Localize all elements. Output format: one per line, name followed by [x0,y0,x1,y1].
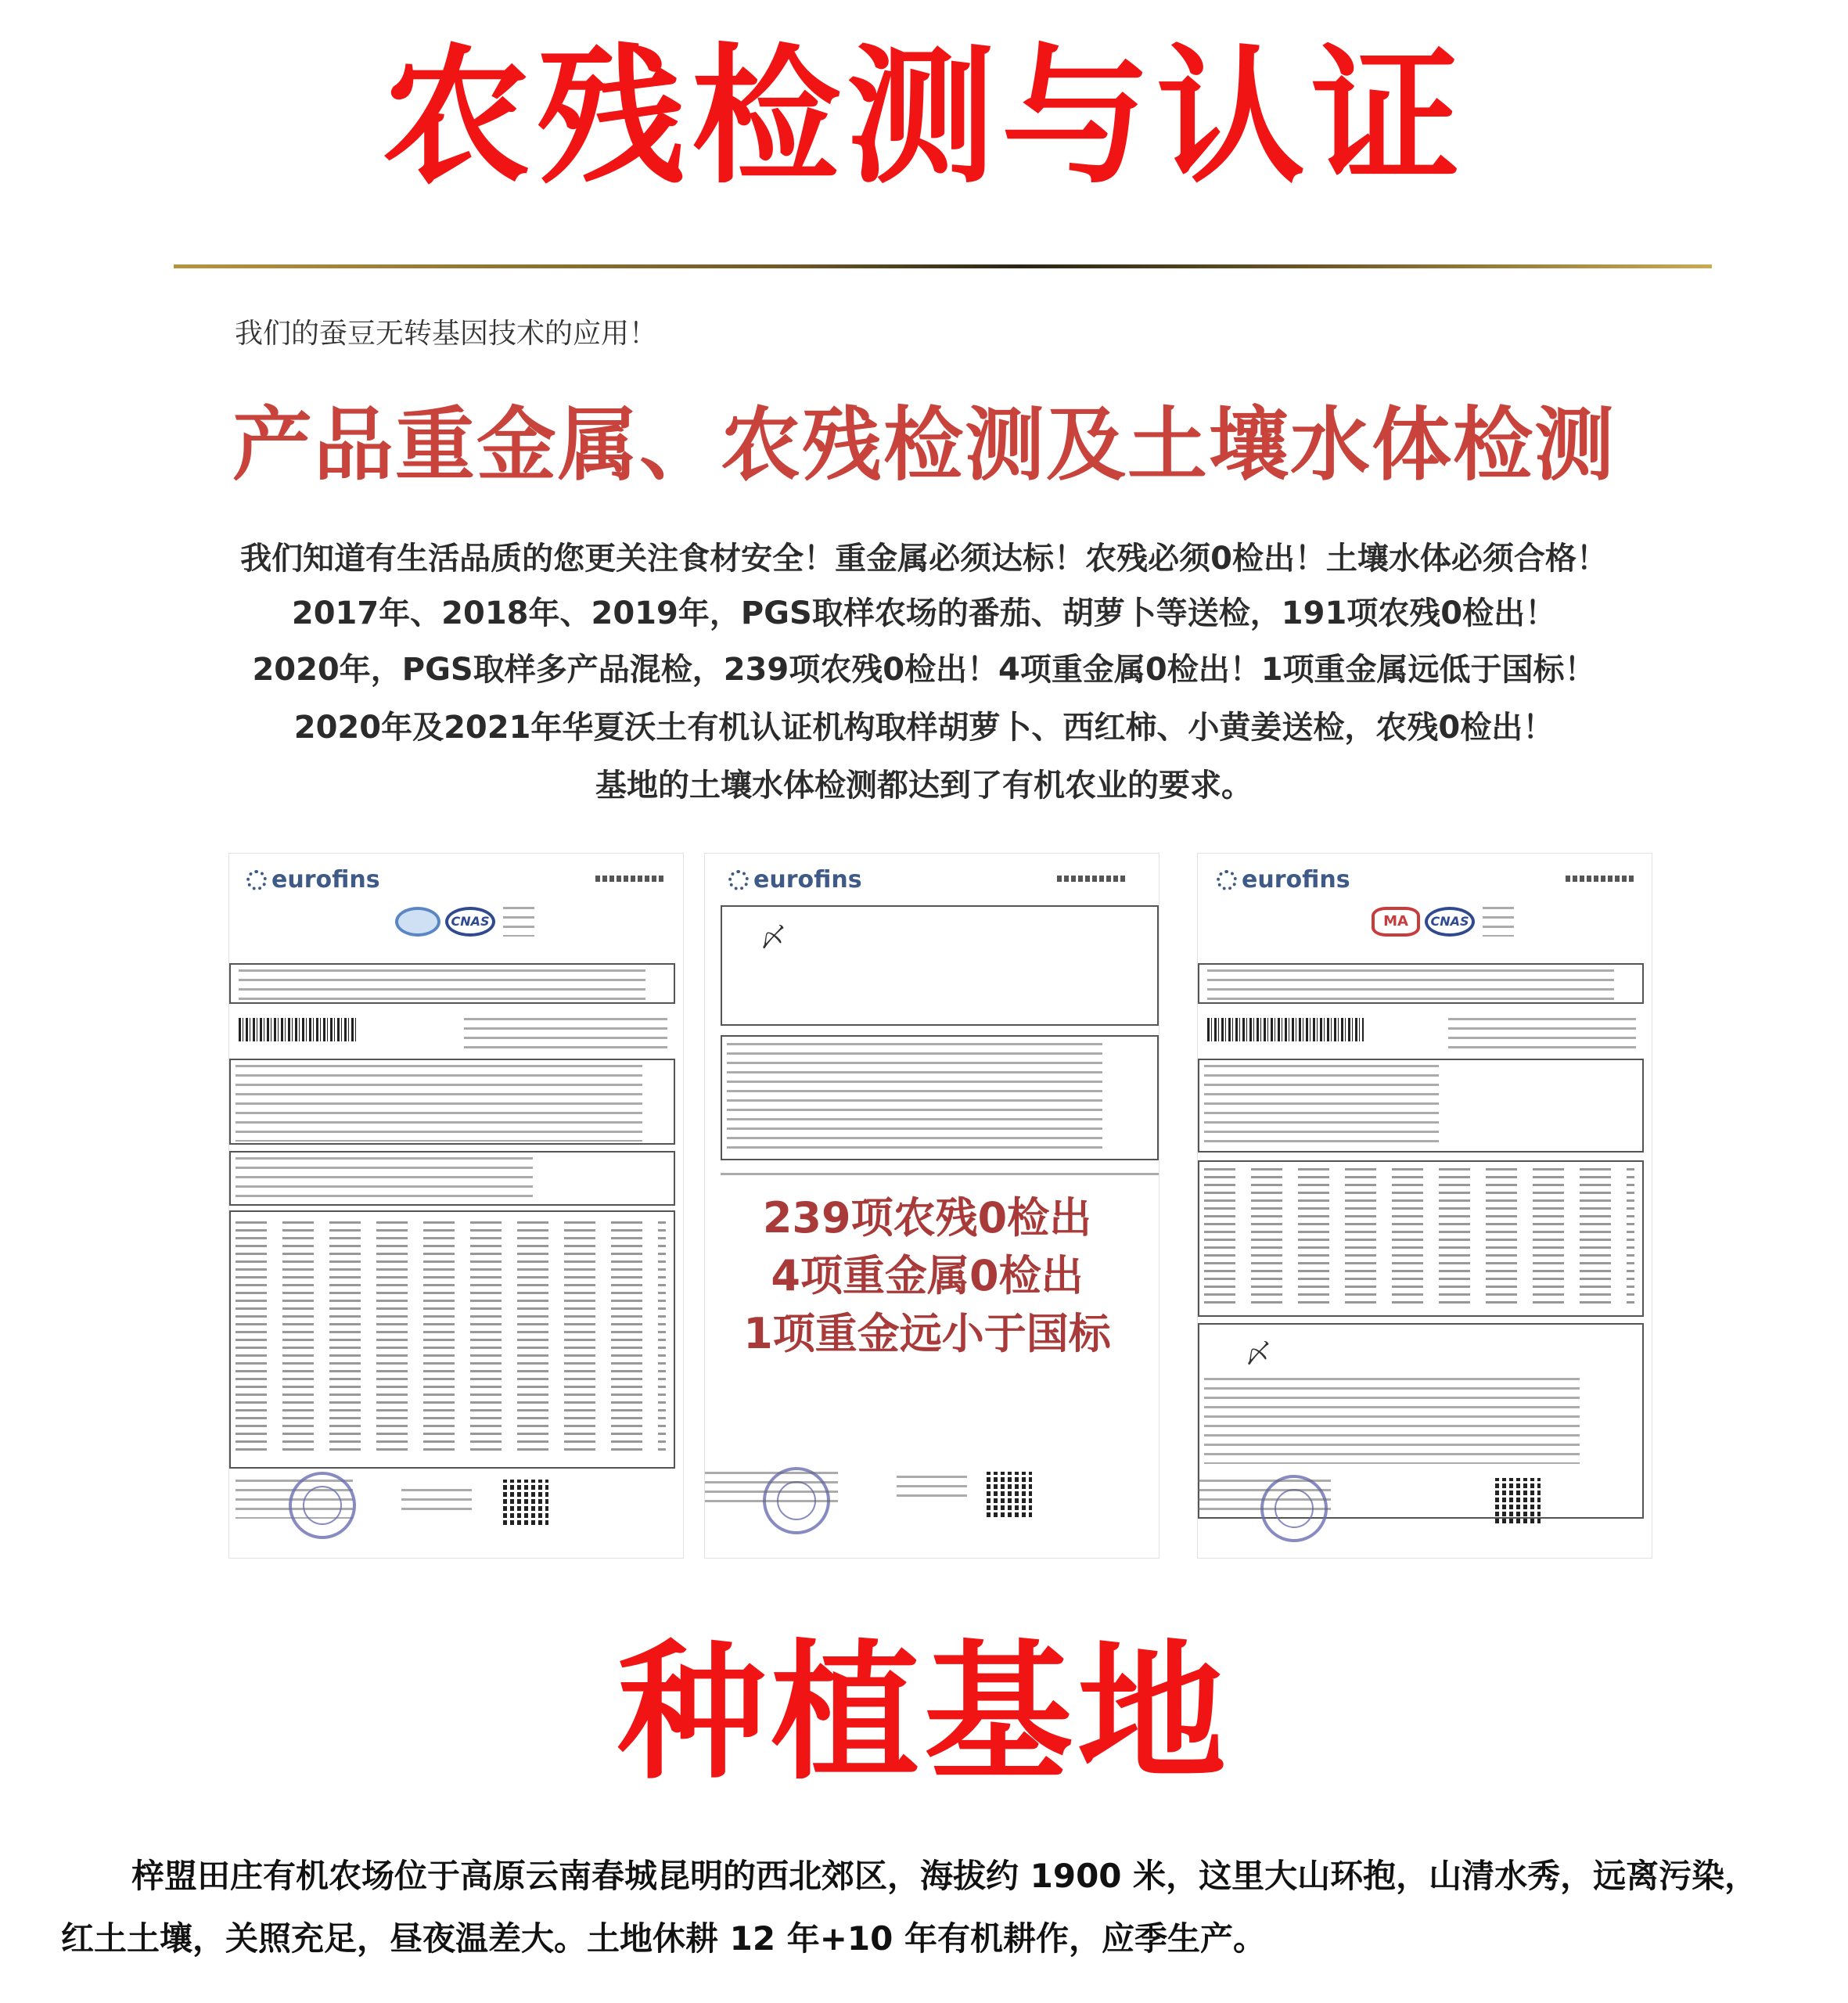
eurofins-mark-icon [728,870,749,890]
fineprint [235,1065,642,1142]
signature: 〆 [760,922,786,954]
eurofins-logo: eurofins [246,866,380,894]
fineprint [1448,1018,1636,1049]
fineprint [464,1018,667,1049]
paragraph-line: 2020年，PGS取样多产品混检，239项农残0检出！4项重金属0检出！1项重金属远低于国标！ [252,652,1596,688]
panel-title: 产品重金属、农残检测及土壤水体检测 [232,399,1616,492]
header-fineprint [1057,876,1127,882]
fineprint [401,1489,472,1512]
qr-code-icon [1495,1478,1541,1523]
intro-text: 我们的蚕豆无转基因技术的应用！ [235,318,658,350]
body-paragraph-line: 梓盟田庄有机农场位于高原云南春城昆明的西北郊区，海拔约 1900 米，这里大山环抱，山清水秀，远离污染， [131,1857,1758,1895]
fineprint [1204,1378,1580,1464]
results-columns [1204,1168,1634,1309]
body-paragraph-line: 红土土壤，关照充足，昼夜温差大。土地休耕 12 年+10 年有机耕作，应季生产。 [61,1919,1266,1958]
paragraph-line: 2020年及2021年华夏沃土有机认证机构取样胡萝卜、西红柿、小黄姜送检，农残0检出！ [293,710,1555,746]
fineprint [1207,969,1614,1001]
test-report-right [1197,853,1652,1559]
result-summary [704,1189,1150,1363]
seal-stamp-icon [289,1472,356,1539]
section-title: 种植基地 [617,1627,1231,1800]
fineprint [239,969,645,1001]
result-line: 239项农残0检出 [762,1193,1092,1242]
eurofins-mark-icon [1217,870,1237,890]
fineprint [503,907,534,937]
divider [174,264,1712,268]
fineprint [1483,907,1514,937]
divider [721,1173,1159,1176]
fineprint [1204,1065,1439,1148]
signature: 〆 [1245,1339,1271,1370]
paragraph-line: 我们知道有生活品质的您更关注食材安全！重金属必须达标！农残必须0检出！土壤水体必须合格！ [240,541,1608,577]
cnas-badge-icon: CNAS [1425,907,1475,937]
cnas-badge-icon: CNAS [445,907,495,937]
fineprint [897,1476,967,1499]
fineprint [705,1472,838,1503]
barcode [239,1018,356,1041]
qr-code-icon [987,1472,1032,1517]
test-report-left [228,853,684,1559]
paragraph-line: 2017年、2018年、2019年，PGS取样农场的番茄、胡萝卜等送检，191项农残0检出！ [291,595,1557,631]
results-columns [235,1221,666,1456]
fineprint [1198,1480,1331,1511]
eurofins-mark-icon [246,870,267,890]
page-title: 农残检测与认证 [381,31,1466,203]
signature-box [721,905,1159,1026]
header-fineprint [595,876,666,882]
result-line: 1项重金远小于国标 [743,1309,1111,1358]
header-fineprint [1566,876,1636,882]
result-line: 4项重金属0检出 [771,1251,1084,1300]
ilac-badge-icon [395,907,440,937]
paragraph-line: 基地的土壤水体检测都达到了有机农业的要求。 [595,768,1253,804]
fineprint [727,1043,1102,1153]
barcode [1207,1018,1364,1041]
cma-badge-icon: MA [1372,907,1420,937]
eurofins-logo: eurofins [1217,866,1350,894]
qr-code-icon [503,1480,548,1525]
eurofins-logo: eurofins [728,866,862,894]
fineprint [235,1157,533,1201]
